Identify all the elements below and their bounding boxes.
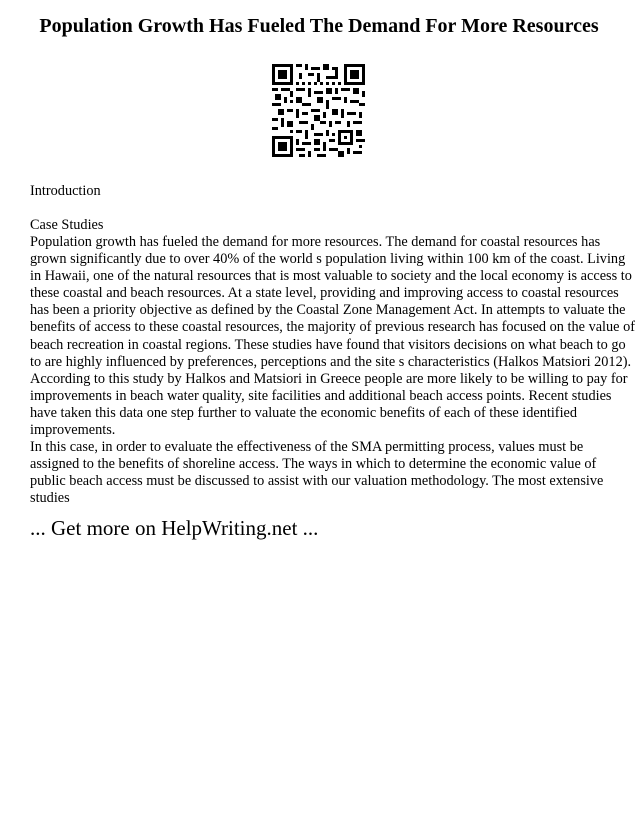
body-paragraph: Population growth has fueled the demand for more resources. The demand for coastal resources has grown significantly due to over 40% of the world s population living within 100 km of the coast. Living in Hawaii, one of the natural resources that is most valuable to society and the local economy is access to these coastal and beach resources. At a state level, providing and improving access to coastal resources has been a priority objective as defined by the Coastal Zone Management Act. In attempts to valuate the benefits of access to these coastal resources, the majority of previous research has focused on the value of beach recreation in coastal regions. These studies have found that visitors decisions on what beach to go to are highly influenced by preferences, perceptions and the site s characteristics (Halkos Matsiori 2012). According to this study by Halkos and Matsiori in Greece people are more likely to be willing to pay for improvements in beach water quality, site facilities and additional beach access points. Recent studies have taken this data one step further to valuate the economic benefits of each of these identified improvements. bbox=[30, 234, 636, 439]
page-title: Population Growth Has Fueled The Demand For More Resources bbox=[39, 15, 599, 37]
qr-code-icon bbox=[272, 64, 365, 157]
body-text bbox=[30, 234, 635, 508]
get-more-link[interactable]: ... Get more on HelpWriting.net ... bbox=[30, 516, 319, 540]
body-paragraph: In this case, in order to evaluate the effectiveness of the SMA permitting process, values must be assigned to the benefits of shoreline access. The ways in which to determine the economic value of public beach access must be discussed to assist with our valuation methodology. The most extensive studies bbox=[30, 439, 604, 507]
section-heading-case-studies: Case Studies bbox=[30, 217, 104, 233]
section-heading-introduction: Introduction bbox=[30, 183, 101, 199]
